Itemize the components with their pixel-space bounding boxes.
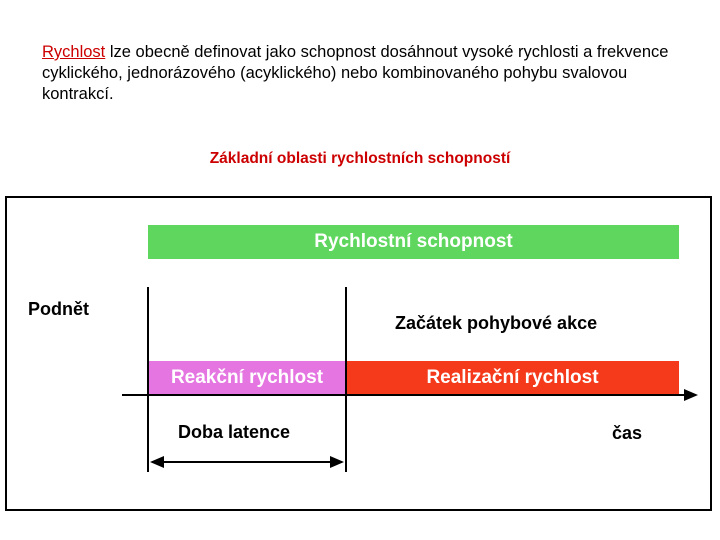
latency-arrowhead-left xyxy=(150,456,164,468)
intro-term: Rychlost xyxy=(42,43,106,61)
stimulus-label: Podnět xyxy=(28,299,89,319)
time-axis-arrowhead xyxy=(684,389,698,401)
time-label: čas xyxy=(612,423,643,443)
intro-text: lze obecně definovat jako schopnost dosáhnout vysoké rychlosti a frekvence cyklického, jednorázového (acyklického) nebo kombinovaného pohybu svalovou kontrakcí. xyxy=(42,43,669,103)
realization-speed-bar: Realizační rychlost xyxy=(346,361,679,395)
latency-label: Doba latence xyxy=(178,422,291,442)
diagram-subtitle: Základní oblasti rychlostních schopností xyxy=(209,150,511,167)
reaction-speed-bar: Reakční rychlost xyxy=(148,361,346,395)
latency-arrowhead-right xyxy=(330,456,344,468)
movement-start-label: Začátek pohybové akce xyxy=(395,313,598,333)
speed-ability-bar: Rychlostní schopnost xyxy=(148,225,679,259)
